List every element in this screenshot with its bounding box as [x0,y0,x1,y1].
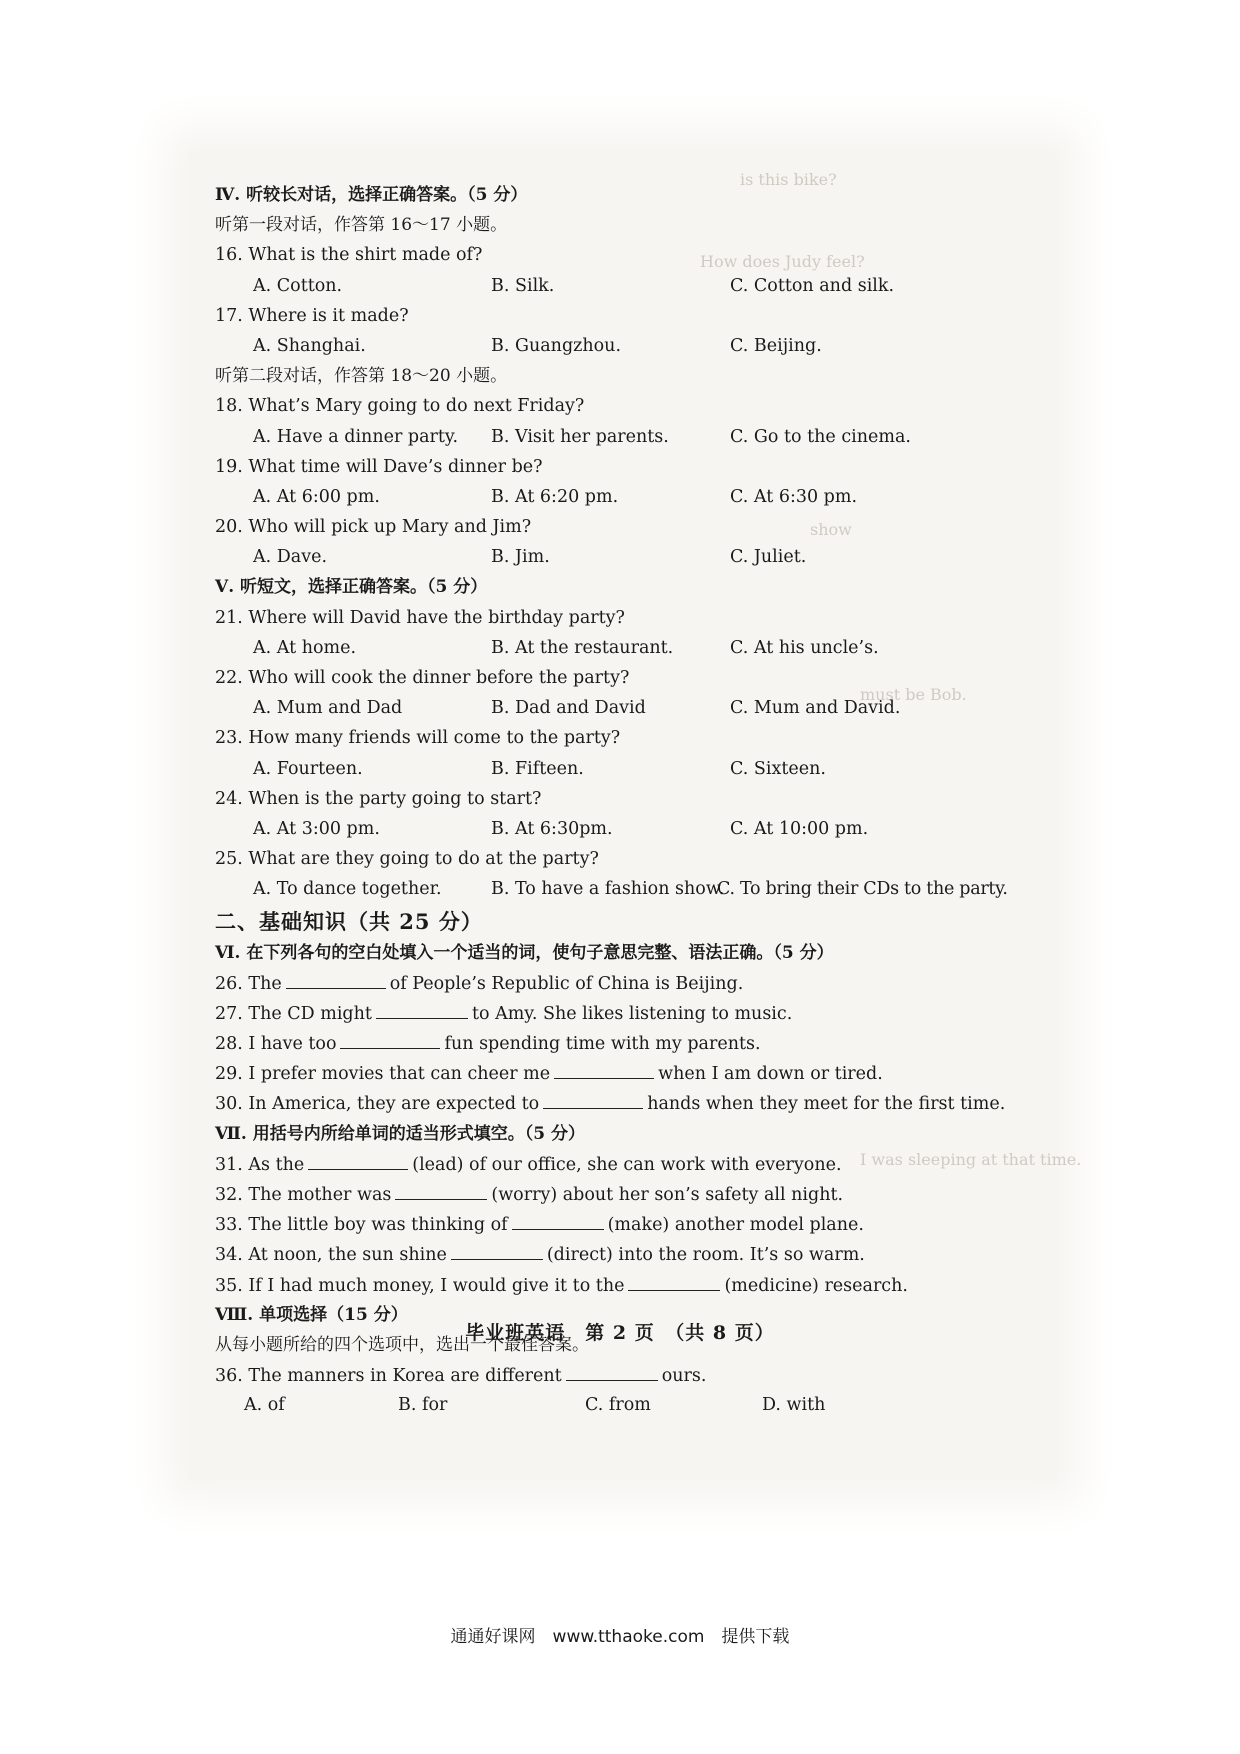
option-b: B. At 6:20 pm. [491,486,619,507]
section-title: Ⅳ. 听较长对话，选择正确答案。（5 分） [215,185,528,205]
option-row [215,271,1035,301]
answer-blank[interactable] [628,1270,720,1291]
bleed-through-text: I was sleeping at that time. [860,1150,1082,1169]
question: 16. What is the shirt made of? [215,245,483,266]
fill-blank-question: 29. I prefer movies that can cheer me when I am down or tired. [215,1058,1035,1088]
option-c: C. Mum and David. [730,698,901,719]
option-row [215,633,1035,663]
option-a: A. At 3:00 pm. [253,818,380,839]
answer-blank[interactable] [376,998,468,1019]
answer-blank[interactable] [395,1179,487,1200]
fill-blank-question: 28. I have too fun spending time with my parents. [215,1028,1035,1058]
option-b: B. At 6:30pm. [491,818,613,839]
option-row [215,874,1035,904]
option-b: B. At the restaurant. [491,637,674,658]
option-c: C. Go to the cinema. [730,426,911,447]
option-a: A. Fourteen. [253,758,363,779]
question: 18. What’s Mary going to do next Friday? [215,396,585,417]
section-title: Ⅷ. 单项选择（15 分） [215,1304,408,1325]
option-c: C. At his uncle’s. [730,637,879,658]
question: 23. How many friends will come to the party? [215,728,621,749]
option-c: C. from [585,1395,651,1416]
section-instruction: 从每小题所给的四个选项中，选出一个最佳答案。 [215,1334,589,1355]
answer-blank[interactable] [308,1149,408,1170]
answer-blank[interactable] [554,1058,654,1079]
bleed-through-text: show [810,520,852,539]
download-source-footer: 通通好课网 www.tthaoke.com 提供下载 [450,1627,790,1647]
option-a: A. Shanghai. [253,335,366,356]
option-a: A. Dave. [253,547,328,568]
section-instruction: 听第一段对话，作答第 16～17 小题。 [215,215,508,236]
word-form-question: 33. The little boy was thinking of (make) another model plane. [215,1209,1035,1239]
option-row [215,693,1035,723]
option-b: B. Visit her parents. [491,426,669,447]
fill-blank-question: 27. The CD might to Amy. She likes listening to music. [215,998,1035,1028]
question: 22. Who will cook the dinner before the party? [215,668,630,688]
option-c: C. Beijing. [730,335,822,356]
option-row [215,814,1035,844]
option-d: D. with [762,1395,826,1416]
option-c: C. Sixteen. [730,758,826,779]
option-b: B. Dad and David [491,698,646,719]
option-b: B. Jim. [491,547,550,568]
option-a: A. Have a dinner party. [253,426,459,447]
bleed-through-text: How does Judy feel? [700,252,865,271]
answer-blank[interactable] [566,1360,658,1381]
option-a: A. of [244,1395,285,1416]
option-row [215,1390,1035,1420]
question: 25. What are they going to do at the party? [215,849,599,870]
fill-blank-question: 30. In America, they are expected to hands when they meet for the first time. [215,1088,1035,1118]
option-a: A. To dance together. [253,879,442,900]
option-a: A. Mum and Dad [253,698,403,719]
option-b: B. To have a fashion show. [491,879,725,900]
answer-blank[interactable] [286,968,386,989]
option-b: B. Silk. [491,275,555,296]
exam-content [215,180,1035,1421]
word-form-question: 34. At noon, the sun shine (direct) into the room. It’s so warm. [215,1239,1035,1269]
fill-blank-question: 26. The of People’s Republic of China is Beijing. [215,968,1035,998]
mc-question: 36. The manners in Korea are different ours. [215,1360,1035,1390]
option-c: C. To bring their CDs to the party. [717,879,1008,900]
word-form-question: 35. If I had much money, I would give it to the (medicine) research. [215,1270,1035,1300]
question: 20. Who will pick up Mary and Jim? [215,517,532,538]
section-title: Ⅵ. 在下列各句的空白处填入一个适当的词，使句子意思完整、语法正确。（5 分） [215,942,834,963]
bleed-through-text: must be Bob. [860,685,967,704]
option-a: A. Cotton. [253,275,343,296]
bleed-through-text: is this bike? [740,170,837,189]
question: 21. Where will David have the birthday party? [215,607,625,628]
option-c: C. At 6:30 pm. [730,486,858,507]
answer-blank[interactable] [543,1088,643,1109]
option-b: B. Fifteen. [491,758,584,779]
section-title: Ⅴ. 听短文，选择正确答案。（5 分） [215,577,488,598]
question: 17. Where is it made? [215,305,409,326]
page-footer: 毕业班英语 第 2 页 （共 8 页） [465,1322,775,1344]
option-c: C. Cotton and silk. [730,275,895,296]
option-row [215,754,1035,784]
question: 24. When is the party going to start? [215,788,542,809]
answer-blank[interactable] [340,1028,440,1049]
answer-blank[interactable] [451,1239,543,1260]
option-a: A. At home. [253,637,357,658]
answer-blank[interactable] [512,1209,604,1230]
option-a: A. At 6:00 pm. [253,486,380,507]
option-b: B. for [398,1395,448,1416]
section-instruction: 听第二段对话，作答第 18～20 小题。 [215,366,508,387]
part-title: 二、基础知识（共 25 分） [215,908,483,934]
option-c: C. At 10:00 pm. [730,818,869,839]
option-row [215,331,1035,361]
question: 19. What time will Dave’s dinner be? [215,456,543,477]
option-c: C. Juliet. [730,547,807,568]
word-form-question: 31. As the (lead) of our office, she can work with everyone. [215,1149,1035,1179]
option-row [215,542,1035,572]
option-b: B. Guangzhou. [491,335,622,356]
option-row [215,482,1035,512]
section-title: Ⅶ. 用括号内所给单词的适当形式填空。（5 分） [215,1123,586,1144]
word-form-question: 32. The mother was (worry) about her son’s safety all night. [215,1179,1035,1209]
option-row [215,422,1035,452]
